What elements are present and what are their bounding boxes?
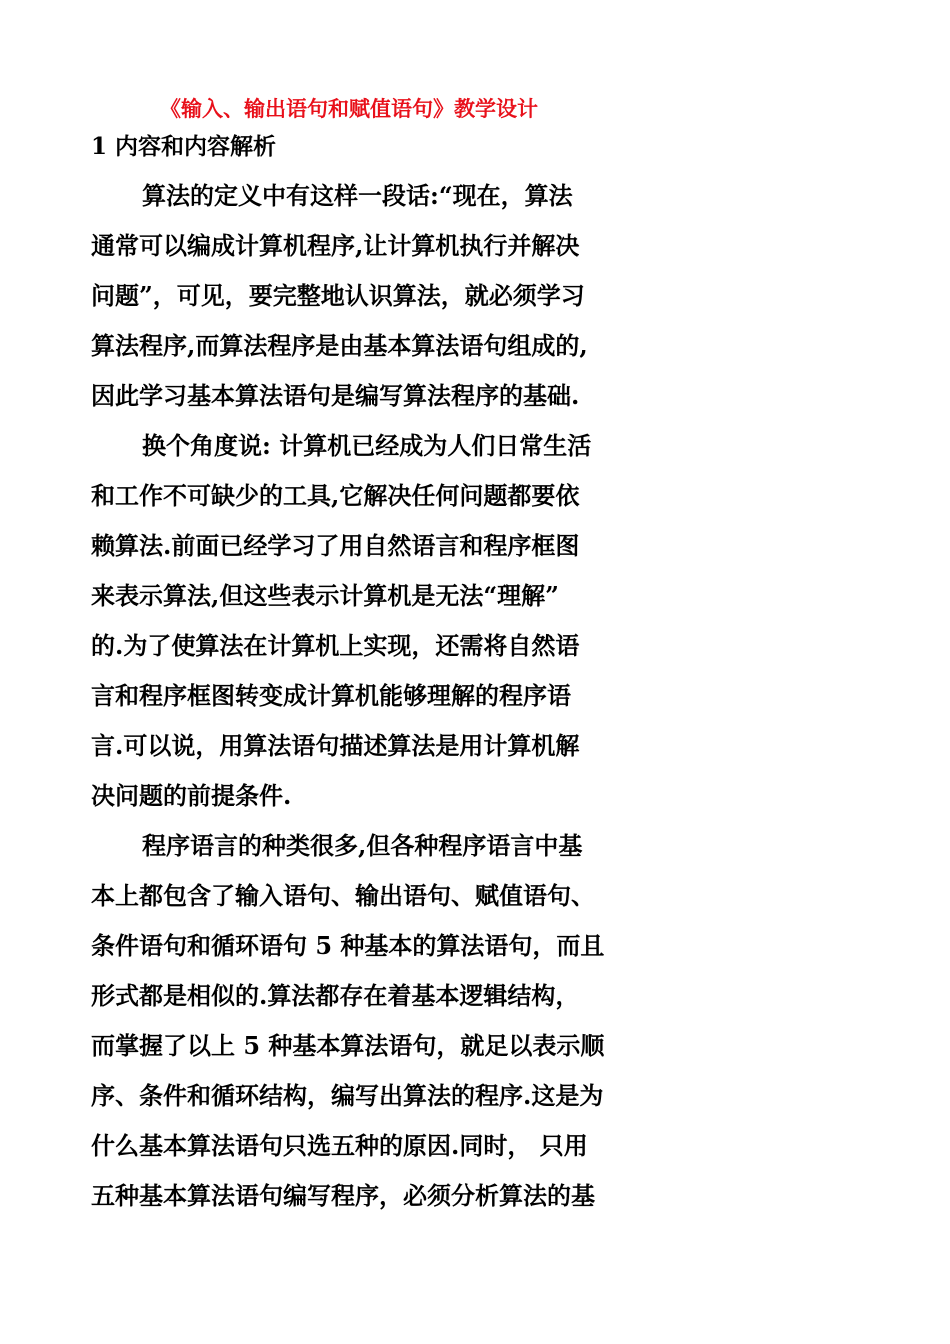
- paragraph-line: 本上都包含了输入语句、输出语句、赋值语句、: [91, 881, 595, 910]
- paragraph-line: 的.为了使算法在计算机上实现，还需将自然语: [91, 631, 580, 660]
- paragraph-line: 来表示算法,但这些表示计算机是无法“理解”: [91, 581, 559, 610]
- paragraph-line: 程序语言的种类很多,但各种程序语言中基: [142, 831, 583, 860]
- paragraph-line: 算法的定义中有这样一段话:“现在，算法: [142, 181, 573, 210]
- paragraph-line: 序、条件和循环结构，编写出算法的程序.这是为: [91, 1081, 604, 1110]
- paragraph-line: 换个角度说: 计算机已经成为人们日常生活: [142, 431, 592, 460]
- paragraph-line: 因此学习基本算法语句是编写算法程序的基础.: [91, 381, 580, 410]
- paragraph-line: 而掌握了以上 5 种基本算法语句，就足以表示顺: [91, 1031, 605, 1060]
- paragraph-line: 问题”，可见，要完整地认识算法，就必须学习: [91, 281, 585, 310]
- paragraph-line: 决问题的前提条件.: [91, 781, 292, 810]
- paragraph-line: 形式都是相似的.算法都存在着基本逻辑结构，: [91, 981, 580, 1010]
- paragraph-line: 通常可以编成计算机程序,让计算机执行并解决: [91, 231, 580, 260]
- paragraph-line: 五种基本算法语句编写程序，必须分析算法的基: [91, 1181, 595, 1210]
- paragraph-line: 赖算法.前面已经学习了用自然语言和程序框图: [91, 531, 580, 560]
- paragraph-line: 条件语句和循环语句 5 种基本的算法语句，而且: [91, 931, 605, 960]
- document-title: 《输入、输出语句和赋值语句》教学设计: [160, 96, 538, 121]
- section-heading: 1 内容和内容解析: [91, 133, 277, 160]
- paragraph-line: 和工作不可缺少的工具,它解决任何问题都要依: [91, 481, 580, 510]
- paragraph-line: 言和程序框图转变成计算机能够理解的程序语: [91, 681, 571, 710]
- paragraph-line: 什么基本算法语句只选五种的原因.同时， 只用: [91, 1131, 588, 1160]
- paragraph-line: 言.可以说，用算法语句描述算法是用计算机解: [91, 731, 580, 760]
- paragraph-line: 算法程序,而算法程序是由基本算法语句组成的,: [91, 331, 588, 360]
